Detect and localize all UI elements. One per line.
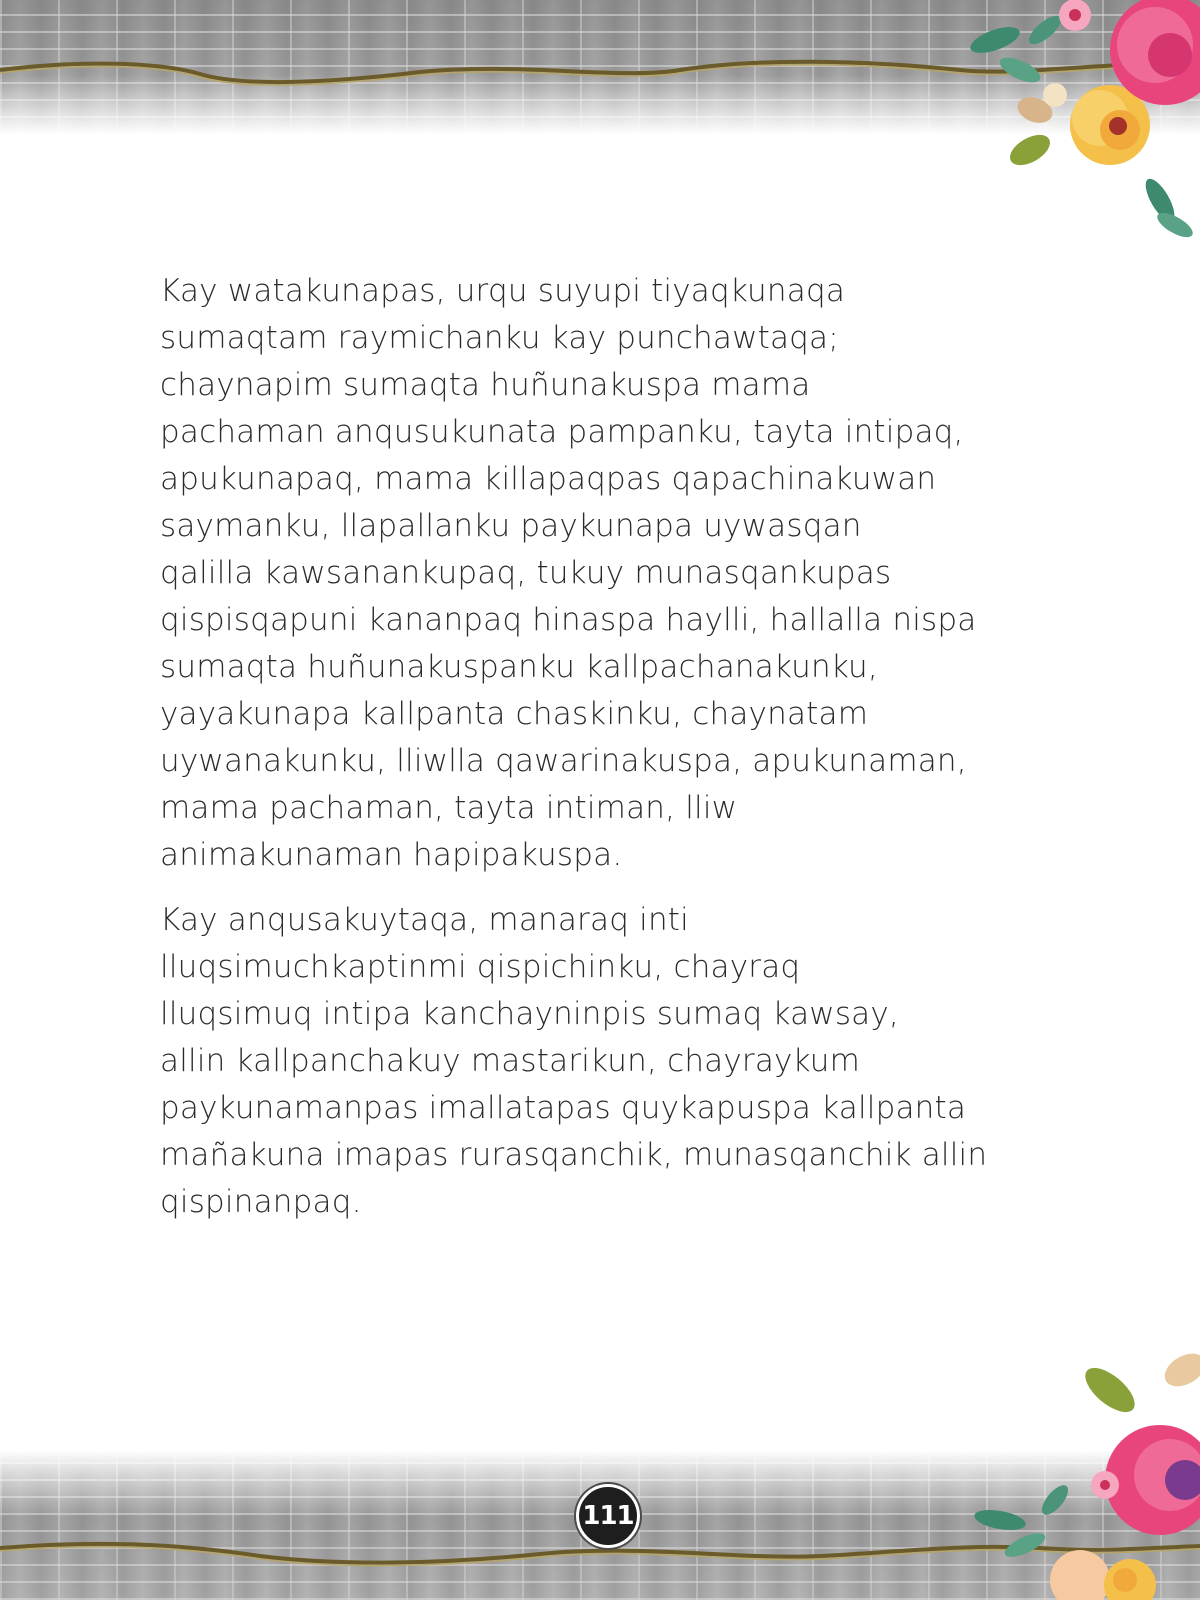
text-line: Kay anqusakuytaqa, manaraq inti xyxy=(160,902,689,938)
text-line: yayakunapa kallpanta chaskinku, chaynatam xyxy=(160,696,869,732)
page-number-badge: 111 xyxy=(576,1484,640,1548)
text-line: Kay watakunapas, urqu suyupi tiyaqkunaqa xyxy=(160,273,846,309)
flower-bouquet-icon xyxy=(960,0,1200,245)
text-line: qispisqapuni kananpaq hinaspa haylli, hallalla nispa xyxy=(160,602,977,638)
text-line: sumaqtam raymichanku kay punchawtaqa; xyxy=(160,320,839,356)
text-line: saymanku, llapallanku paykunapa uywasqan xyxy=(160,508,862,544)
text-line: allin kallpanchakuy mastarikun, chayraykum xyxy=(160,1043,861,1079)
text-line: uywanakunku, lliwlla qawarinakuspa, apukunaman, xyxy=(160,743,967,779)
text-line: qispinanpaq. xyxy=(160,1184,362,1220)
text-line: chaynapim sumaqta huñunakuspa mama xyxy=(160,367,811,403)
paragraph-2 xyxy=(160,897,1060,1226)
body-text xyxy=(160,268,1060,1244)
text-line: pachaman anqusukunata pampanku, tayta intipaq, xyxy=(160,414,964,450)
text-line: mañakuna imapas rurasqanchik, munasqanchik allin xyxy=(160,1137,988,1173)
paragraph-1 xyxy=(160,268,1060,879)
flower-bouquet-icon xyxy=(960,1350,1200,1600)
text-line: lluqsimuchkaptinmi qispichinku, chayraq xyxy=(160,949,801,985)
text-line: mama pachaman, tayta intiman, lliw xyxy=(160,790,738,826)
text-line: paykunamanpas imallatapas quykapuspa kallpanta xyxy=(160,1090,967,1126)
text-line: apukunapaq, mama killapaqpas qapachinakuwan xyxy=(160,461,937,497)
text-line: qalilla kawsanankupaq, tukuy munasqankupas xyxy=(160,555,892,591)
text-line: sumaqta huñunakuspanku kallpachanakunku, xyxy=(160,649,878,685)
text-line: lluqsimuq intipa kanchayninpis sumaq kawsay, xyxy=(160,996,899,1032)
text-line: animakunaman hapipakuspa. xyxy=(160,837,623,873)
